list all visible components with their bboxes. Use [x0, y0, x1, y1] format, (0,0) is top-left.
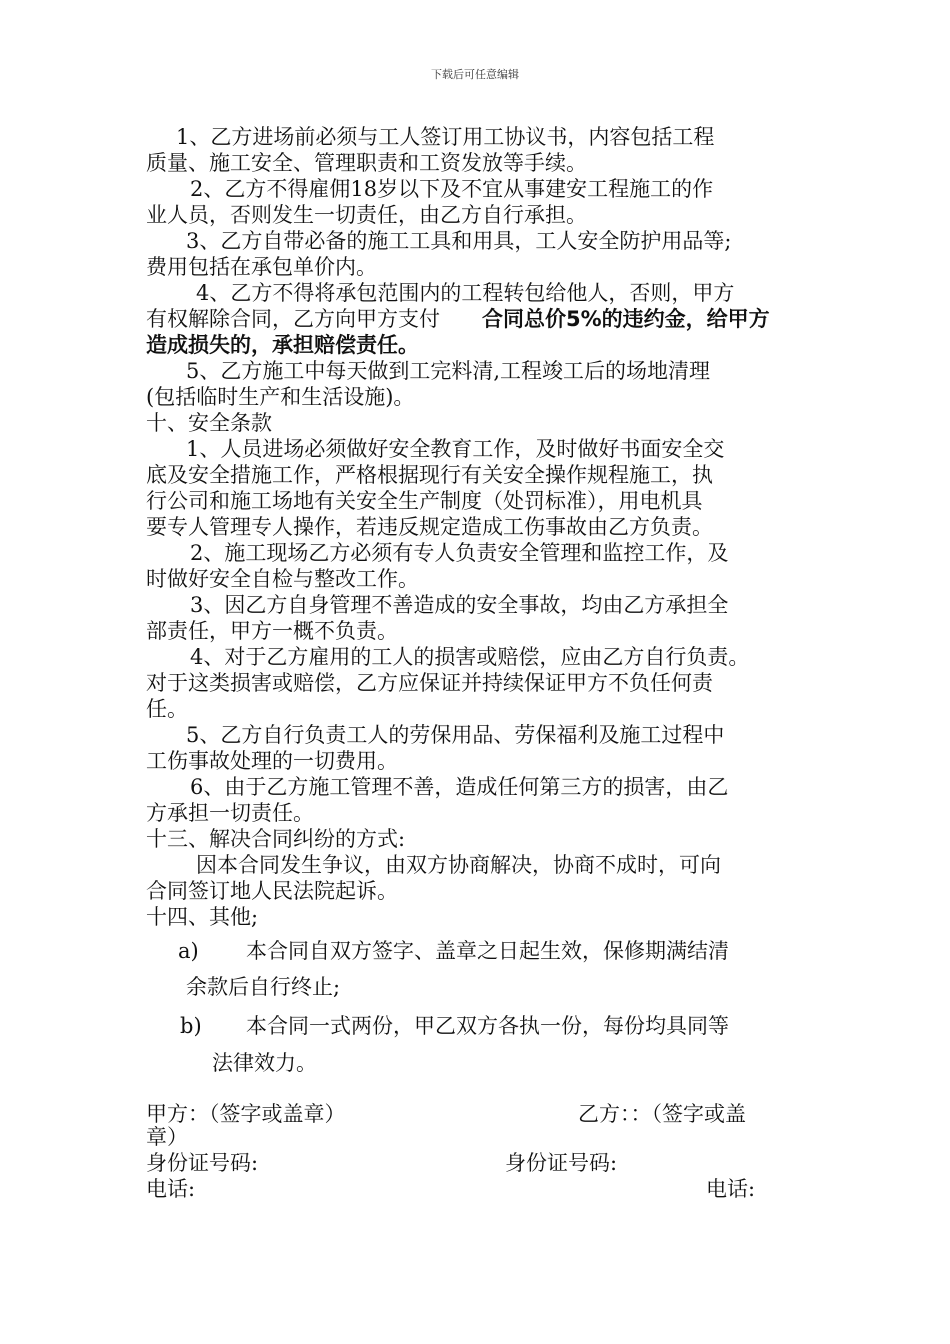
party-a-id-number-label: 身份证号码:	[146, 1151, 259, 1175]
clause-10-2-line-1: 2、施工现场乙方必须有专人负责安全管理和监控工作，及	[190, 541, 729, 565]
party-a-phone-label: 电话:	[146, 1177, 196, 1201]
clause-10-4-line-1: 4、对于乙方雇用的工人的损害或赔偿，应由乙方自行负责。	[190, 645, 750, 669]
section-13-text-line-2: 合同签订地人民法院起诉。	[146, 879, 398, 903]
clause-10-3-line-2: 部责任，甲方一概不负责。	[146, 619, 398, 643]
clause-10-4-line-2: 对于这类损害或赔偿，乙方应保证并持续保证甲方不负任何责	[146, 671, 713, 695]
clause-10-1-line-3: 行公司和施工场地有关安全生产制度（处罚标准），用电机具	[146, 489, 703, 513]
clause-9-4-line-2b: 合同总价5%的违约金，给甲方	[482, 307, 770, 331]
clause-10-4-line-3: 任。	[146, 697, 188, 721]
clause-9-3-line-2: 费用包括在承包单价内。	[146, 255, 377, 279]
section-13-text-line-1: 因本合同发生争议，由双方协商解决，协商不成时，可向	[196, 853, 721, 877]
item-b-line-1: 本合同一式两份，甲乙双方各执一份，每份均具同等	[246, 1014, 729, 1038]
page-header-note: 下载后可任意编辑	[431, 68, 519, 81]
item-b-line-2: 法律效力。	[212, 1051, 317, 1075]
party-b-id-number-label: 身份证号码:	[505, 1151, 618, 1175]
clause-9-2-line-1: 2、乙方不得雇佣18岁以下及不宜从事建安工程施工的作	[190, 177, 714, 201]
clause-10-2-line-2: 时做好安全自检与整改工作。	[146, 567, 419, 591]
item-a-line-2: 余款后自行终止;	[186, 975, 341, 999]
clause-9-1-line-2: 质量、施工安全、管理职责和工资发放等手续。	[146, 151, 587, 175]
item-a-marker: a)	[178, 939, 199, 963]
party-a-signature-label: 甲方：（签字或盖章）	[146, 1102, 346, 1126]
clause-10-6-line-2: 方承担一切责任。	[146, 801, 314, 825]
clause-10-6-line-1: 6、由于乙方施工管理不善，造成任何第三方的损害，由乙	[190, 775, 729, 799]
clause-10-5-line-2: 工伤事故处理的一切费用。	[146, 749, 398, 773]
item-a-line-1: 本合同自双方签字、盖章之日起生效，保修期满结清	[246, 939, 729, 963]
clause-10-1-line-1: 1、人员进场必须做好安全教育工作，及时做好书面安全交	[186, 437, 725, 461]
party-b-signature-label-cont: 章）	[146, 1125, 188, 1149]
clause-9-2-line-2: 业人员，否则发生一切责任，由乙方自行承担。	[146, 203, 587, 227]
party-b-signature-label: 乙方：：（签字或盖	[578, 1102, 746, 1126]
clause-9-5-line-1: 5、乙方施工中每天做到工完料清,工程竣工后的场地清理	[186, 359, 711, 383]
party-b-phone-label: 电话:	[706, 1177, 756, 1201]
section-14-heading: 十四、其他;	[146, 905, 259, 929]
clause-10-1-line-2: 底及安全措施工作，严格根据现行有关安全操作规程施工，执	[146, 463, 713, 487]
clause-9-4-line-1: 4、乙方不得将承包范围内的工程转包给他人，否则，甲方	[196, 281, 735, 305]
section-10-heading: 十、安全条款	[146, 411, 272, 435]
clause-10-3-line-1: 3、因乙方自身管理不善造成的安全事故，均由乙方承担全	[190, 593, 729, 617]
clause-10-5-line-1: 5、乙方自行负责工人的劳保用品、劳保福利及施工过程中	[186, 723, 725, 747]
clause-10-1-line-4: 要专人管理专人操作，若违反规定造成工伤事故由乙方负责。	[146, 515, 713, 539]
clause-9-3-line-1: 3、乙方自带必备的施工工具和用具，工人安全防护用品等;	[186, 229, 732, 253]
clause-9-4-line-3: 造成损失的，承担赔偿责任。	[146, 333, 419, 357]
clause-9-5-line-2: (包括临时生产和生活设施)。	[146, 385, 415, 409]
clause-9-4-line-2a: 有权解除合同，乙方向甲方支付	[146, 307, 440, 331]
clause-9-1-line-1: 1、乙方进场前必须与工人签订用工协议书，内容包括工程	[176, 125, 715, 149]
section-13-heading: 十三、解决合同纠纷的方式:	[146, 827, 406, 851]
item-b-marker: b)	[180, 1014, 202, 1038]
